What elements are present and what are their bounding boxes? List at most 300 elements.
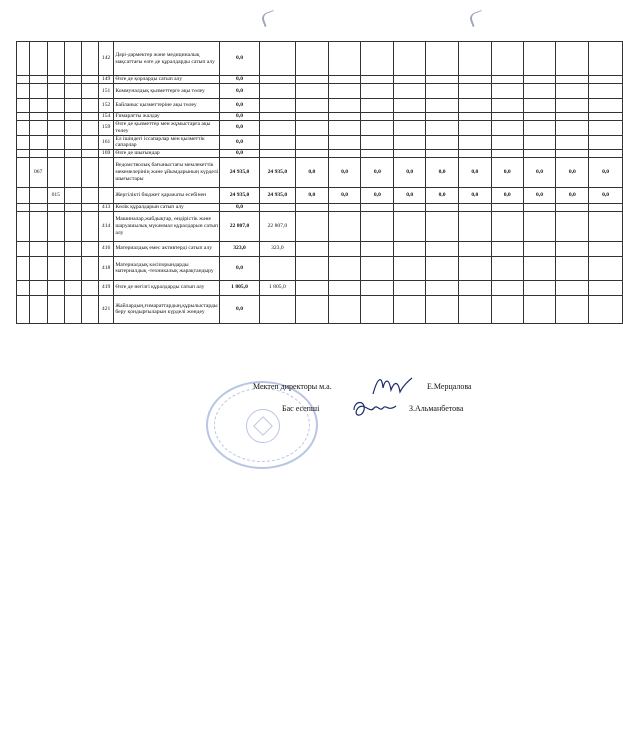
amount-cell: 0,0 (394, 157, 426, 187)
amount-cell (556, 203, 589, 211)
amount-cell: 0,0 (491, 157, 523, 187)
amount-cell (491, 149, 523, 157)
amount-cell: 1 805,0 (259, 280, 295, 295)
function-code-cell (29, 211, 47, 241)
subprogram-code-cell (64, 211, 81, 241)
amount-cell: 0,0 (295, 157, 328, 187)
program-code-cell (47, 157, 64, 187)
amount-cell (361, 241, 394, 256)
amount-cell (589, 113, 623, 121)
subprogram-code-cell (64, 42, 81, 76)
amount-cell (394, 42, 426, 76)
amount-cell (523, 256, 556, 280)
amount-cell (426, 295, 459, 323)
cell-group (17, 280, 30, 295)
total-cell: 323,0 (220, 241, 260, 256)
amount-cell: 22 807,0 (259, 211, 295, 241)
description-cell: Өзге де шығындар (114, 149, 220, 157)
accountant-name: З.Альманбетова (409, 404, 464, 413)
total-cell: 0,0 (220, 256, 260, 280)
cell-group (17, 203, 30, 211)
amount-cell (458, 113, 491, 121)
total-cell: 0,0 (220, 203, 260, 211)
amount-cell: 323,0 (259, 241, 295, 256)
amount-cell (295, 120, 328, 135)
amount-cell (491, 211, 523, 241)
amount-cell (295, 280, 328, 295)
amount-cell: 0,0 (589, 157, 623, 187)
table-row (17, 295, 623, 323)
description-cell: Өзге де негізгі құралдарды сатып алу (114, 280, 220, 295)
table-row (17, 99, 623, 113)
function-code-cell (29, 99, 47, 113)
amount-cell: 0,0 (491, 187, 523, 203)
description-cell: Материалдық емес активтерді сатып алу (114, 241, 220, 256)
specifics-code-cell: 413 (98, 203, 113, 211)
subprogram-code-cell (64, 280, 81, 295)
amount-cell (523, 76, 556, 84)
amount-cell (458, 135, 491, 149)
specifics-code-cell: 414 (98, 211, 113, 241)
subprogram-code-cell (64, 149, 81, 157)
specifics-code-cell: 151 (98, 84, 113, 99)
official-seal (206, 381, 318, 469)
amount-cell (523, 84, 556, 99)
amount-cell (361, 42, 394, 76)
description-cell: Өзге де қорларды сатып алу (114, 76, 220, 84)
description-cell: Машиналар,жабдықтар, өндірістік және шаруашылық мүкәммал құралдарын сатып алу (114, 211, 220, 241)
amount-cell (556, 135, 589, 149)
amount-cell: 24 935,0 (259, 187, 295, 203)
amount-cell (259, 120, 295, 135)
total-cell: 0,0 (220, 99, 260, 113)
amount-cell (491, 280, 523, 295)
amount-cell (589, 241, 623, 256)
amount-cell (491, 99, 523, 113)
specifics-code-cell: 419 (98, 280, 113, 295)
amount-cell (458, 120, 491, 135)
amount-cell (394, 295, 426, 323)
director-name: Е.Мерцалова (427, 382, 472, 391)
amount-cell (491, 135, 523, 149)
amount-cell (589, 99, 623, 113)
amount-cell (458, 84, 491, 99)
amount-cell (259, 256, 295, 280)
total-cell: 22 807,0 (220, 211, 260, 241)
description-cell: Байланыс қызметтеріне ақы төлеу (114, 99, 220, 113)
amount-cell (523, 241, 556, 256)
amount-cell (458, 211, 491, 241)
amount-cell (426, 256, 459, 280)
description-cell: Ведомстволық бағыныстағы мемлекеттік мекемелерінің және ұйымдарының күрделі шығыстары (114, 157, 220, 187)
amount-cell (458, 42, 491, 76)
amount-cell (491, 256, 523, 280)
amount-cell (361, 84, 394, 99)
amount-cell (328, 211, 361, 241)
amount-cell (556, 113, 589, 121)
table-row (17, 211, 623, 241)
amount-cell: 0,0 (458, 187, 491, 203)
amount-cell (295, 203, 328, 211)
total-cell: 0,0 (220, 76, 260, 84)
subprogram-code-cell (64, 84, 81, 99)
program-code-cell (47, 280, 64, 295)
director-title: Мектеп директоры м.а. (253, 382, 332, 391)
amount-cell (556, 99, 589, 113)
amount-cell (295, 256, 328, 280)
amount-cell (328, 99, 361, 113)
amount-cell (295, 211, 328, 241)
table-row (17, 42, 623, 76)
amount-cell (523, 135, 556, 149)
amount-cell: 0,0 (556, 157, 589, 187)
cell-spacer (81, 76, 98, 84)
amount-cell (328, 295, 361, 323)
amount-cell (394, 120, 426, 135)
amount-cell (491, 42, 523, 76)
amount-cell (394, 99, 426, 113)
table-row (17, 113, 623, 121)
table-row (17, 203, 623, 211)
amount-cell (523, 211, 556, 241)
amount-cell (426, 280, 459, 295)
amount-cell (523, 120, 556, 135)
amount-cell (458, 280, 491, 295)
table-row (17, 280, 623, 295)
amount-cell (394, 149, 426, 157)
amount-cell (556, 149, 589, 157)
amount-cell (394, 203, 426, 211)
cell-group (17, 241, 30, 256)
amount-cell (295, 42, 328, 76)
table-row (17, 149, 623, 157)
cell-group (17, 76, 30, 84)
cell-spacer (81, 120, 98, 135)
specifics-code-cell (98, 157, 113, 187)
amount-cell (589, 295, 623, 323)
cell-group (17, 149, 30, 157)
cell-group (17, 113, 30, 121)
amount-cell (523, 280, 556, 295)
amount-cell (328, 135, 361, 149)
amount-cell (426, 241, 459, 256)
function-code-cell: 067 (29, 157, 47, 187)
specifics-code-cell: 154 (98, 113, 113, 121)
amount-cell (426, 203, 459, 211)
amount-cell (426, 135, 459, 149)
subprogram-code-cell (64, 295, 81, 323)
total-cell: 0,0 (220, 135, 260, 149)
table-row (17, 120, 623, 135)
amount-cell (328, 84, 361, 99)
amount-cell (458, 149, 491, 157)
amount-cell (328, 42, 361, 76)
amount-cell (458, 295, 491, 323)
amount-cell: 0,0 (556, 187, 589, 203)
amount-cell (589, 280, 623, 295)
amount-cell (394, 76, 426, 84)
function-code-cell (29, 241, 47, 256)
amount-cell: 0,0 (361, 187, 394, 203)
cell-group (17, 211, 30, 241)
subprogram-code-cell (64, 256, 81, 280)
description-cell: Коммуналдық қызметтерге ақы төлеу (114, 84, 220, 99)
amount-cell (589, 256, 623, 280)
amount-cell (426, 42, 459, 76)
amount-cell (458, 256, 491, 280)
amount-cell (394, 280, 426, 295)
function-code-cell (29, 280, 47, 295)
table-row (17, 135, 623, 149)
amount-cell (394, 135, 426, 149)
program-code-cell (47, 211, 64, 241)
cell-group (17, 157, 30, 187)
total-cell: 0,0 (220, 295, 260, 323)
amount-cell (259, 149, 295, 157)
amount-cell (259, 84, 295, 99)
cell-spacer (81, 211, 98, 241)
amount-cell (361, 99, 394, 113)
cell-group (17, 84, 30, 99)
description-cell: Дәрі-дәрмектер және медициналық мақсаттағы өзге де құралдарды сатып алу (114, 42, 220, 76)
amount-cell (491, 120, 523, 135)
specifics-code-cell: 159 (98, 120, 113, 135)
specifics-code-cell: 149 (98, 76, 113, 84)
amount-cell (328, 241, 361, 256)
function-code-cell (29, 203, 47, 211)
description-cell: Өзге де қызметтер мен жұмыстарға ақы төлеу (114, 120, 220, 135)
cell-spacer (81, 113, 98, 121)
description-cell: Көлік құралдарын сатып алу (114, 203, 220, 211)
amount-cell (426, 211, 459, 241)
amount-cell (426, 84, 459, 99)
amount-cell (426, 76, 459, 84)
function-code-cell (29, 84, 47, 99)
function-code-cell (29, 187, 47, 203)
description-cell: Материалдық кәсіпорындарды материалдық -техникалық жарақтандыру (114, 256, 220, 280)
program-code-cell (47, 295, 64, 323)
amount-cell: 0,0 (589, 187, 623, 203)
punch-hole-right-icon (468, 10, 486, 27)
amount-cell (556, 280, 589, 295)
table-row (17, 84, 623, 99)
amount-cell (458, 76, 491, 84)
punch-hole-left-icon (260, 10, 278, 27)
amount-cell (259, 76, 295, 84)
amount-cell (491, 241, 523, 256)
amount-cell (394, 241, 426, 256)
amount-cell: 0,0 (523, 187, 556, 203)
subprogram-code-cell (64, 157, 81, 187)
amount-cell (328, 203, 361, 211)
amount-cell (259, 295, 295, 323)
table-row (17, 241, 623, 256)
subprogram-code-cell (64, 120, 81, 135)
amount-cell (458, 241, 491, 256)
amount-cell (259, 113, 295, 121)
amount-cell (361, 256, 394, 280)
amount-cell (361, 295, 394, 323)
function-code-cell (29, 295, 47, 323)
amount-cell (295, 135, 328, 149)
accountant-title: Бас есепші (282, 404, 320, 413)
amount-cell (328, 113, 361, 121)
amount-cell (589, 120, 623, 135)
program-code-cell (47, 84, 64, 99)
director-signature (370, 374, 414, 398)
amount-cell (259, 99, 295, 113)
cell-spacer (81, 295, 98, 323)
amount-cell (523, 203, 556, 211)
amount-cell: 0,0 (426, 157, 459, 187)
amount-cell (259, 42, 295, 76)
program-code-cell (47, 203, 64, 211)
amount-cell (394, 113, 426, 121)
program-code-cell (47, 42, 64, 76)
amount-cell (458, 99, 491, 113)
amount-cell (328, 280, 361, 295)
state-emblem-icon (246, 409, 280, 443)
amount-cell (328, 120, 361, 135)
amount-cell: 0,0 (523, 157, 556, 187)
total-cell: 0,0 (220, 120, 260, 135)
amount-cell (491, 76, 523, 84)
amount-cell (361, 113, 394, 121)
description-cell: Ел ішіндегі іссапарлар мен қызметтік сапарлар (114, 135, 220, 149)
amount-cell (556, 256, 589, 280)
description-cell: Ғимаратты жалдау (114, 113, 220, 121)
program-code-cell (47, 241, 64, 256)
amount-cell (394, 84, 426, 99)
amount-cell (556, 76, 589, 84)
amount-cell (361, 135, 394, 149)
cell-spacer (81, 99, 98, 113)
amount-cell (295, 113, 328, 121)
amount-cell (426, 113, 459, 121)
cell-group (17, 120, 30, 135)
subprogram-code-cell (64, 203, 81, 211)
cell-spacer (81, 241, 98, 256)
cell-spacer (81, 149, 98, 157)
amount-cell (328, 149, 361, 157)
amount-cell (556, 84, 589, 99)
amount-cell: 0,0 (295, 187, 328, 203)
function-code-cell (29, 135, 47, 149)
table-row (17, 76, 623, 84)
amount-cell: 0,0 (426, 187, 459, 203)
amount-cell (556, 295, 589, 323)
cell-group (17, 295, 30, 323)
description-cell: Жергілікті бюджет қаражаты есебінен (114, 187, 220, 203)
program-code-cell (47, 149, 64, 157)
amount-cell (556, 42, 589, 76)
table-row (17, 187, 623, 203)
amount-cell (295, 84, 328, 99)
function-code-cell (29, 42, 47, 76)
amount-cell (589, 135, 623, 149)
amount-cell (328, 256, 361, 280)
amount-cell (556, 241, 589, 256)
total-cell: 0,0 (220, 149, 260, 157)
total-cell: 24 935,0 (220, 187, 260, 203)
cell-spacer (81, 84, 98, 99)
function-code-cell (29, 120, 47, 135)
cell-spacer (81, 256, 98, 280)
amount-cell (259, 135, 295, 149)
specifics-code-cell: 416 (98, 241, 113, 256)
amount-cell (523, 113, 556, 121)
program-code-cell (47, 256, 64, 280)
amount-cell (361, 149, 394, 157)
cell-group (17, 99, 30, 113)
total-cell: 0,0 (220, 113, 260, 121)
amount-cell (589, 211, 623, 241)
program-code-cell (47, 113, 64, 121)
specifics-code-cell: 418 (98, 256, 113, 280)
amount-cell: 0,0 (328, 187, 361, 203)
subprogram-code-cell (64, 135, 81, 149)
specifics-code-cell: 161 (98, 135, 113, 149)
amount-cell: 0,0 (458, 157, 491, 187)
amount-cell: 0,0 (361, 157, 394, 187)
amount-cell (589, 76, 623, 84)
amount-cell (426, 120, 459, 135)
amount-cell (589, 42, 623, 76)
amount-cell (523, 99, 556, 113)
amount-cell (394, 256, 426, 280)
amount-cell (491, 203, 523, 211)
cell-group (17, 42, 30, 76)
cell-group (17, 187, 30, 203)
amount-cell (295, 76, 328, 84)
table-row (17, 256, 623, 280)
amount-cell (556, 120, 589, 135)
specifics-code-cell: 152 (98, 99, 113, 113)
program-code-cell (47, 76, 64, 84)
cell-group (17, 256, 30, 280)
accountant-signature (350, 398, 398, 420)
total-cell: 0,0 (220, 84, 260, 99)
cell-spacer (81, 280, 98, 295)
cell-spacer (81, 157, 98, 187)
total-cell: 0,0 (220, 42, 260, 76)
amount-cell (491, 295, 523, 323)
amount-cell (361, 280, 394, 295)
amount-cell (259, 203, 295, 211)
amount-cell (523, 149, 556, 157)
amount-cell (523, 42, 556, 76)
function-code-cell (29, 149, 47, 157)
amount-cell: 0,0 (328, 157, 361, 187)
amount-cell (295, 99, 328, 113)
amount-cell (394, 211, 426, 241)
amount-cell (295, 241, 328, 256)
cell-group (17, 135, 30, 149)
function-code-cell (29, 76, 47, 84)
cell-spacer (81, 135, 98, 149)
description-cell: Жайлардың,ғимараттардың,құрылыстарды беру қондырғыларын күрделі жөндеу (114, 295, 220, 323)
amount-cell: 24 935,0 (259, 157, 295, 187)
amount-cell (589, 203, 623, 211)
cell-spacer (81, 187, 98, 203)
budget-table (16, 41, 623, 324)
function-code-cell (29, 256, 47, 280)
amount-cell (589, 149, 623, 157)
amount-cell (589, 84, 623, 99)
amount-cell: 0,0 (394, 187, 426, 203)
cell-spacer (81, 203, 98, 211)
specifics-code-cell: 421 (98, 295, 113, 323)
